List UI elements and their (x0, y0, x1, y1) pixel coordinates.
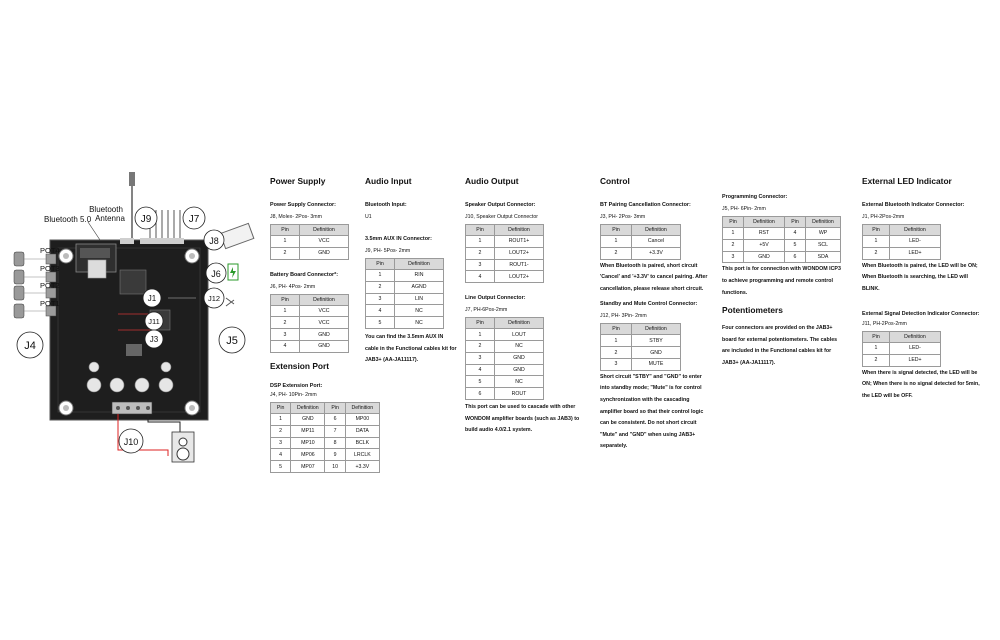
j5-label: J5 (226, 335, 238, 347)
signal-indicator-heading: External Signal Detection Indicator Connector: (862, 311, 980, 318)
table-row: 4 NC (366, 305, 444, 317)
table-row: 1 Cancel (601, 236, 681, 248)
table-row: 1 VCC (271, 305, 349, 317)
audio-output-title: Audio Output (465, 176, 519, 186)
j6-label: J6 (211, 269, 221, 279)
table-row: 1 GND 6 MP00 (271, 414, 380, 426)
external-led-section (862, 176, 987, 402)
speaker-output-table: Pin Definition 1 ROUT1+ 2 LOUT2+ 3 ROUT1- 4 LOUT2+ (465, 224, 544, 283)
table-row: 3 GND (466, 352, 544, 364)
table-row: 2 MP11 7 DATA (271, 425, 380, 437)
speaker-output-heading: Speaker Output Connector: (465, 202, 536, 208)
dsp-extension-heading: DSP Extension Port: (270, 383, 323, 389)
table-row: 1 STBY (601, 335, 681, 347)
programming-section (722, 194, 842, 370)
table-row: 3 LIN (366, 293, 444, 305)
power-supply-title: Power Supply (270, 176, 326, 186)
table-row: 3 MUTE (601, 358, 681, 370)
aux-in-sub: J9, PH- 5Pos- 2mm (365, 248, 411, 254)
j12-label: J12 (207, 294, 221, 303)
bt-pairing-heading: BT Pairing Cancellation Connector: (600, 202, 691, 208)
pot2-label: POT2 (40, 281, 60, 290)
power-supply-section (270, 176, 360, 353)
bt-pairing-table: Pin Definition 1 Cancel 2 +3.3V (600, 224, 681, 260)
table-row: 3 MP10 8 BCLK (271, 437, 380, 449)
table-row: 2 +3.3V (601, 247, 681, 259)
control-title: Control (600, 176, 630, 186)
table-row: 4 GND (466, 364, 544, 376)
pot3-label: POT3 (40, 264, 60, 273)
line-output-sub: J7, PH-6Pos-2mm (465, 307, 508, 314)
table-row: 4 LOUT2+ (466, 271, 544, 283)
bluetooth-input-heading: Bluetooth Input: (365, 202, 407, 208)
external-led-title: External LED Indicator (862, 176, 952, 186)
potentiometers-title: Potentiometers (722, 305, 783, 316)
power-plug (220, 223, 254, 248)
table-row: 2 +5V 5 SCL (723, 239, 841, 251)
j9-label: J9 (140, 214, 152, 225)
standby-mute-table: Pin Definition 1 STBY 2 GND 3 MUTE (600, 323, 681, 370)
standby-mute-note: Short circuit "STBY" and "GND" to enter into standby mode; "Mute" is for control synchronization with the cascading amplifier board so that their control logic can be consistent. Do not short circuit "Mute" and "GND" when using JAB3+ separately. (600, 373, 704, 450)
aux-in-table: Pin Definition 1 RIN 2 AGND 3 LIN 4 NC 5 NC (365, 258, 444, 329)
power-connector-table: Pin Definition 1 VCC 2 GND (270, 224, 349, 260)
extension-port-title: Extension Port (270, 361, 330, 371)
signal-indicator-note: When there is signal detected, the LED will be ON; When there is no signal detected for 5min, the LED will be OFF. (862, 369, 980, 399)
table-row: 1 LED- (863, 236, 941, 248)
j3-label: J3 (149, 335, 159, 344)
signal-indicator-sub: J11, PH-2Pos-2mm (862, 320, 907, 327)
signal-indicator-table: Pin Definition 1 LED- 2 LED+ (862, 331, 941, 367)
power-connector-heading: Power Supply Connector: (270, 202, 336, 208)
potentiometers-note: Four connectors are provided on the JAB3+ board for external potentiometers. The cables are included in the Functional cables kit for JAB3+ (AA-JA11117). (722, 325, 838, 366)
table-row: 5 NC (466, 376, 544, 388)
dsp-extension-sub: J4, PH- 10Pin- 2mm (270, 392, 317, 398)
audio-output-section (465, 176, 587, 437)
extension-port-section (270, 361, 380, 473)
bt-pairing-sub: J3, PH- 2Pos- 3mm (600, 214, 646, 220)
table-row: 6 ROUT (466, 388, 544, 400)
battery-connector-heading: Battery Board Connector*: (270, 271, 338, 278)
speaker-output-sub: J10, Speaker Output Connector (465, 214, 538, 220)
line-output-note: This port can be used to cascade with other WONDOM amplifier boards (such as JAB3) to build audio 4.0/2.1 system. (465, 403, 580, 434)
aux-in-heading: 3.5mm AUX IN Connector: (365, 236, 432, 242)
standby-mute-heading: Standby and Mute Control Connector: (600, 301, 698, 308)
table-row: 4 MP06 9 LRCLK (271, 449, 380, 461)
programming-table: Pin Definition Pin Definition 1 RST 4 WP 2 +5V 5 SCL 3 GND 6 SDA (722, 216, 841, 263)
pot4-label: POT4 (40, 246, 60, 255)
table-row: 5 MP07 10 +3.3V (271, 461, 380, 473)
bt-pairing-note: When Bluetooth is paired, short circuit 'Cancel' and '+3.3V' to cancel pairing. After cancellation, please release short circuit. (600, 262, 708, 292)
j11-label: J11 (148, 317, 160, 326)
potentiometer-icons (14, 252, 24, 318)
battery-connector-table: Pin Definition 1 VCC 2 VCC 3 GND 4 GND (270, 294, 349, 353)
table-row: 2 LED+ (863, 354, 941, 366)
line-output-table: Pin Definition 1 LOUT 2 NC 3 GND 4 GND 5 NC 6 ROUT (465, 317, 544, 400)
j4-label: J4 (24, 340, 36, 352)
table-row: 3 GND 6 SDA (723, 251, 841, 263)
bt-indicator-table: Pin Definition 1 LED- 2 LED+ (862, 224, 941, 260)
table-row: 2 LOUT2+ (466, 247, 544, 259)
bluetooth-antenna-label-2: Antenna (95, 214, 125, 223)
table-row: 3 GND (271, 329, 349, 341)
j7-label: J7 (188, 214, 200, 225)
table-row: 4 GND (271, 340, 349, 352)
table-row: 5 NC (366, 317, 444, 329)
table-row: 3 ROUT1- (466, 259, 544, 271)
table-row: 1 ROUT1+ (466, 236, 544, 248)
aux-in-note: You can find the 3.5mm AUX IN cable in the Functional cables kit for JAB3+ (AA-JA11117). (365, 333, 457, 364)
power-connector-sub: J8, Molex- 2Pos- 3mm (270, 214, 322, 220)
table-row: 2 LED+ (863, 247, 941, 259)
table-row: 1 RST 4 WP (723, 228, 841, 240)
standby-mute-sub: J12, PH- 3Pin- 2mm (600, 313, 647, 320)
bluetooth-input-sub: U1 (365, 214, 372, 220)
table-row: 2 VCC (271, 317, 349, 329)
j8-label: J8 (209, 236, 219, 246)
bt-indicator-sub: J1, PH-2Pos-2mm (862, 214, 905, 220)
table-row: 1 VCC (271, 236, 349, 248)
pot1-label: POT1 (40, 299, 60, 308)
audio-input-section (365, 176, 457, 367)
programming-heading: Programming Connector: (722, 194, 788, 200)
programming-sub: J5, PH- 6Pin- 2mm (722, 206, 766, 212)
bt-indicator-note: When Bluetooth is paired, the LED will be ON; When Bluetooth is searching, the LED will BLINK. (862, 262, 978, 292)
audio-input-title: Audio Input (365, 176, 412, 186)
table-row: 1 LED- (863, 342, 941, 354)
table-row: 1 RIN (366, 270, 444, 282)
j1-label: J1 (147, 294, 157, 303)
bluetooth-antenna-label-1: Bluetooth (89, 205, 123, 214)
table-row: 2 NC (466, 340, 544, 352)
programming-note: This port is for connection with WONDOM ICP3 to achieve programming and remote control functions. (722, 266, 841, 296)
control-section (600, 176, 712, 453)
j10-label: J10 (123, 437, 139, 447)
speaker-icon (172, 432, 194, 462)
bluetooth-5-label: Bluetooth 5.0 (44, 215, 92, 224)
table-row: 2 GND (271, 247, 349, 259)
table-row: 2 GND (601, 347, 681, 359)
battery-connector-sub: J6, PH- 4Pos- 2mm (270, 283, 316, 290)
dsp-extension-table: Pin Definition Pin Definition 1 GND 6 MP00 2 MP11 7 DATA 3 MP10 8 BCLK 4 MP06 9 LRCLK 5 MP07 10 +3.3V (270, 402, 380, 473)
board-diagram (0, 160, 265, 470)
table-row: 2 AGND (366, 281, 444, 293)
line-output-heading: Line Output Connector: (465, 295, 526, 302)
table-row: 1 LOUT (466, 329, 544, 341)
bt-indicator-heading: External Bluetooth Indicator Connector: (862, 202, 965, 208)
